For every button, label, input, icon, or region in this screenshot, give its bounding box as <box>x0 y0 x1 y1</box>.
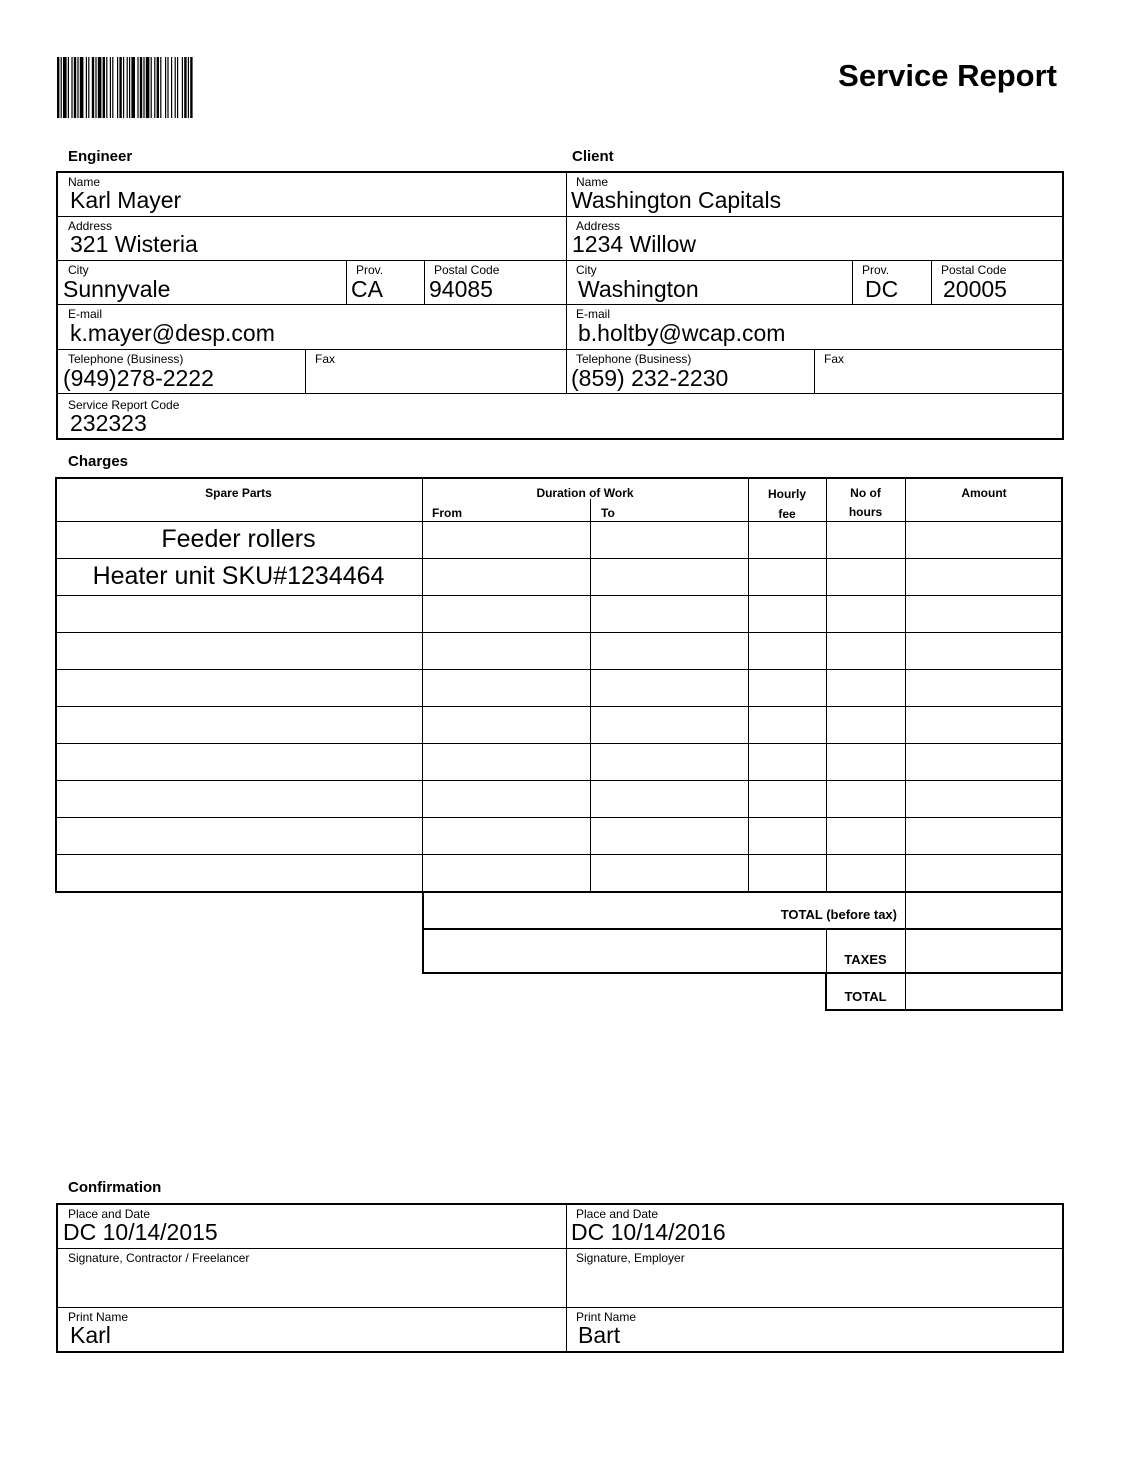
employer-print-name-value: Bart <box>578 1322 621 1348</box>
charge-row-5[interactable] <box>55 670 422 706</box>
taxes-label: TAXES <box>844 952 887 967</box>
contractor-print-name-field[interactable] <box>58 1308 566 1351</box>
total-before-tax-label: TOTAL (before tax) <box>780 907 897 922</box>
engineer-fax-label: Fax <box>315 352 336 366</box>
page-title: Service Report <box>838 58 1057 93</box>
client-fax-label: Fax <box>824 352 845 366</box>
client-telephone-label: Telephone (Business) <box>576 352 692 366</box>
client-email-label: E-mail <box>576 307 611 321</box>
contractor-signature-label: Signature, Contractor / Freelancer <box>68 1251 250 1265</box>
engineer-postal-value: 94085 <box>429 276 493 302</box>
charge-row-10[interactable] <box>55 855 422 891</box>
client-telephone-field[interactable] <box>566 350 814 393</box>
engineer-city-field[interactable] <box>58 261 346 304</box>
charges-table <box>55 477 1065 1012</box>
charge-row-6[interactable] <box>55 707 422 743</box>
charge-row-7[interactable] <box>55 744 422 780</box>
engineer-name-field[interactable] <box>58 173 566 216</box>
employer-print-name-label: Print Name <box>576 1310 637 1324</box>
employer-print-name-field[interactable] <box>566 1308 1062 1351</box>
charge-row-3[interactable] <box>55 596 422 632</box>
charge-row-4[interactable] <box>55 633 422 669</box>
client-telephone-value: (859) 232-2230 <box>571 365 729 391</box>
total-before-tax-amount[interactable] <box>907 891 1061 928</box>
engineer-prov-value: CA <box>351 276 383 302</box>
client-fax-field[interactable] <box>814 350 1062 393</box>
client-address-field[interactable] <box>566 217 1062 260</box>
header-hours-line1: No of <box>850 486 881 500</box>
charge-row-1[interactable] <box>55 522 422 558</box>
contractor-print-name-label: Print Name <box>68 1310 129 1324</box>
employer-signature-label: Signature, Employer <box>576 1251 685 1265</box>
engineer-prov-field[interactable] <box>346 261 424 304</box>
header-hourly-line1: Hourly <box>767 487 806 501</box>
engineer-telephone-value: (949)278-2222 <box>63 365 214 391</box>
client-city-field[interactable] <box>566 261 852 304</box>
engineer-postal-label: Postal Code <box>434 263 500 277</box>
client-prov-label: Prov. <box>862 263 890 277</box>
charge-row-2[interactable] <box>55 559 422 595</box>
client-email-field[interactable] <box>566 305 1062 349</box>
contractor-signature-field[interactable] <box>58 1249 566 1307</box>
client-email-value: b.holtby@wcap.com <box>578 320 786 346</box>
engineer-email-value: k.mayer@desp.com <box>70 320 275 346</box>
engineer-address-value: 321 Wisteria <box>70 231 198 257</box>
engineer-telephone-label: Telephone (Business) <box>68 352 184 366</box>
client-name-value: Washington Capitals <box>571 187 782 213</box>
spare-part-1: Feeder rollers <box>161 525 316 553</box>
header-spare-parts: Spare Parts <box>205 486 272 500</box>
charge-row-9[interactable] <box>55 818 422 854</box>
confirmation-box <box>56 1203 1064 1353</box>
client-city-value: Washington <box>578 276 699 302</box>
employer-place-date-field[interactable] <box>566 1205 1062 1248</box>
engineer-postal-field[interactable] <box>424 261 566 304</box>
client-prov-value: DC <box>865 276 899 302</box>
engineer-fax-field[interactable] <box>305 350 566 393</box>
engineer-prov-label: Prov. <box>356 263 384 277</box>
service-report-code-label: Service Report Code <box>68 398 180 412</box>
engineer-address-field[interactable] <box>58 217 566 260</box>
header-hours-line2: hours <box>848 505 883 519</box>
taxes-amount[interactable] <box>907 928 1061 972</box>
client-address-value: 1234 Willow <box>572 231 696 257</box>
client-prov-field[interactable] <box>852 261 931 304</box>
client-postal-field[interactable] <box>931 261 1062 304</box>
header-from: From <box>432 506 462 520</box>
engineer-city-label: City <box>68 263 89 277</box>
engineer-email-label: E-mail <box>68 307 103 321</box>
engineer-address-label: Address <box>68 219 113 233</box>
header-duration: Duration of Work <box>536 486 634 500</box>
engineer-name-label: Name <box>68 175 101 189</box>
client-postal-label: Postal Code <box>941 263 1007 277</box>
client-name-label: Name <box>576 175 609 189</box>
charges-section-title: Charges <box>68 453 129 470</box>
contractor-place-date-label: Place and Date <box>68 1207 151 1221</box>
engineer-telephone-field[interactable] <box>58 350 305 393</box>
client-name-field[interactable] <box>566 173 1062 216</box>
employer-place-date-value: DC 10/14/2016 <box>571 1219 726 1245</box>
contractor-place-date-field[interactable] <box>58 1205 566 1248</box>
engineer-section-title: Engineer <box>68 148 133 165</box>
service-report-code-value: 232323 <box>70 410 147 436</box>
charge-row-8[interactable] <box>55 781 422 817</box>
service-report-code-field[interactable] <box>58 394 1062 438</box>
client-address-label: Address <box>576 219 621 233</box>
header-hourly-line2: fee <box>778 507 796 521</box>
confirmation-section-title: Confirmation <box>68 1179 162 1196</box>
employer-place-date-label: Place and Date <box>576 1207 659 1221</box>
spare-part-2: Heater unit SKU#1234464 <box>92 562 385 590</box>
header-to: To <box>601 506 615 520</box>
contractor-print-name-value: Karl <box>70 1322 111 1348</box>
engineer-email-field[interactable] <box>58 305 566 349</box>
total-amount[interactable] <box>907 972 1061 1009</box>
contractor-place-date-value: DC 10/14/2015 <box>63 1219 218 1245</box>
contact-info-box <box>56 171 1064 440</box>
total-label: TOTAL <box>844 989 887 1004</box>
header-amount: Amount <box>961 486 1007 500</box>
engineer-name-value: Karl Mayer <box>70 187 182 213</box>
client-city-label: City <box>576 263 597 277</box>
client-postal-value: 20005 <box>943 276 1007 302</box>
client-section-title: Client <box>572 148 614 165</box>
engineer-city-value: Sunnyvale <box>63 276 171 302</box>
employer-signature-field[interactable] <box>566 1249 1062 1307</box>
